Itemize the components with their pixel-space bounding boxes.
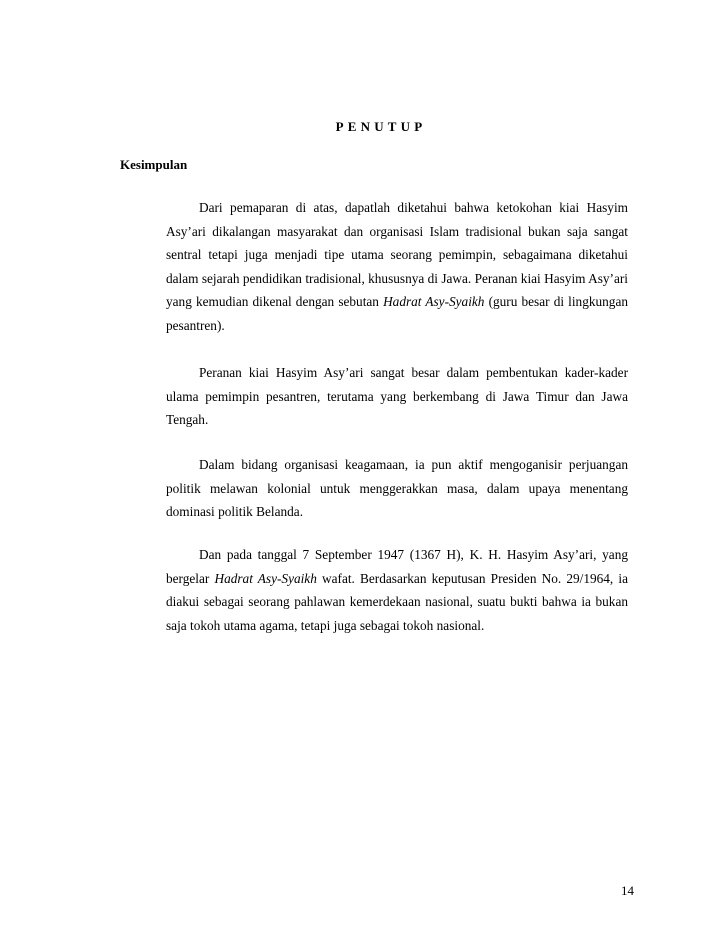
paragraph-3: Dalam bidang organisasi keagamaan, ia pun aktif mengoganisir perjuangan politik melawan kolonial untuk menggerakkan masa, dalam upaya menentang dominasi politik Belanda. <box>166 457 628 520</box>
paragraph-4 <box>166 543 628 637</box>
paragraph-2: Peranan kiai Hasyim Asy’ari sangat besar dalam pembentukan kader-kader ulama pemimpin pesantren, terutama yang berkembang di Jawa Timur dan Jawa Tengah. <box>166 365 628 428</box>
paragraph-1-text-end: (guru besar di lingkungan pesantren). <box>166 294 628 333</box>
paragraph-4-text-start: Dan pada tanggal 7 September 1947 (1367 H), K. H. Hasyim Asy’ari, yang bergelar <box>166 547 628 586</box>
page-title: PENUTUP <box>335 119 427 134</box>
page-number: 14 <box>621 883 634 898</box>
paragraph-1 <box>166 196 628 338</box>
paragraph-4-text-end: wafat. Berdasarkan keputusan Presiden No. 29/1964, ia diakui sebagai seorang pahlawan kemerdekaan nasional, suatu bukti bahwa ia bukan saja tokoh utama agama, tetapi juga sebagai tokoh nasional. <box>166 570 628 633</box>
paragraph-1-text-start: Dari pemaparan di atas, dapatlah diketahui bahwa ketokohan kiai Hasyim Asy’ari dikalangan masyarakat dan organisasi Islam tradisional bukan saja sangat sentral tetapi juga menjadi tipe utama seorang pemimpin, sebagaimana diketahui dalam sejarah pendidikan tradisional, khususnya di Jawa. Peranan kiai Hasyim Asy’ari yang kemudian dikenal dengan sebutan <box>166 200 628 310</box>
paragraph-1-italic-term: Hadrat Asy-Syaikh <box>383 294 485 310</box>
paragraph-4-italic-term: Hadrat Asy-Syaikh <box>214 570 317 586</box>
section-heading: Kesimpulan <box>120 157 188 172</box>
